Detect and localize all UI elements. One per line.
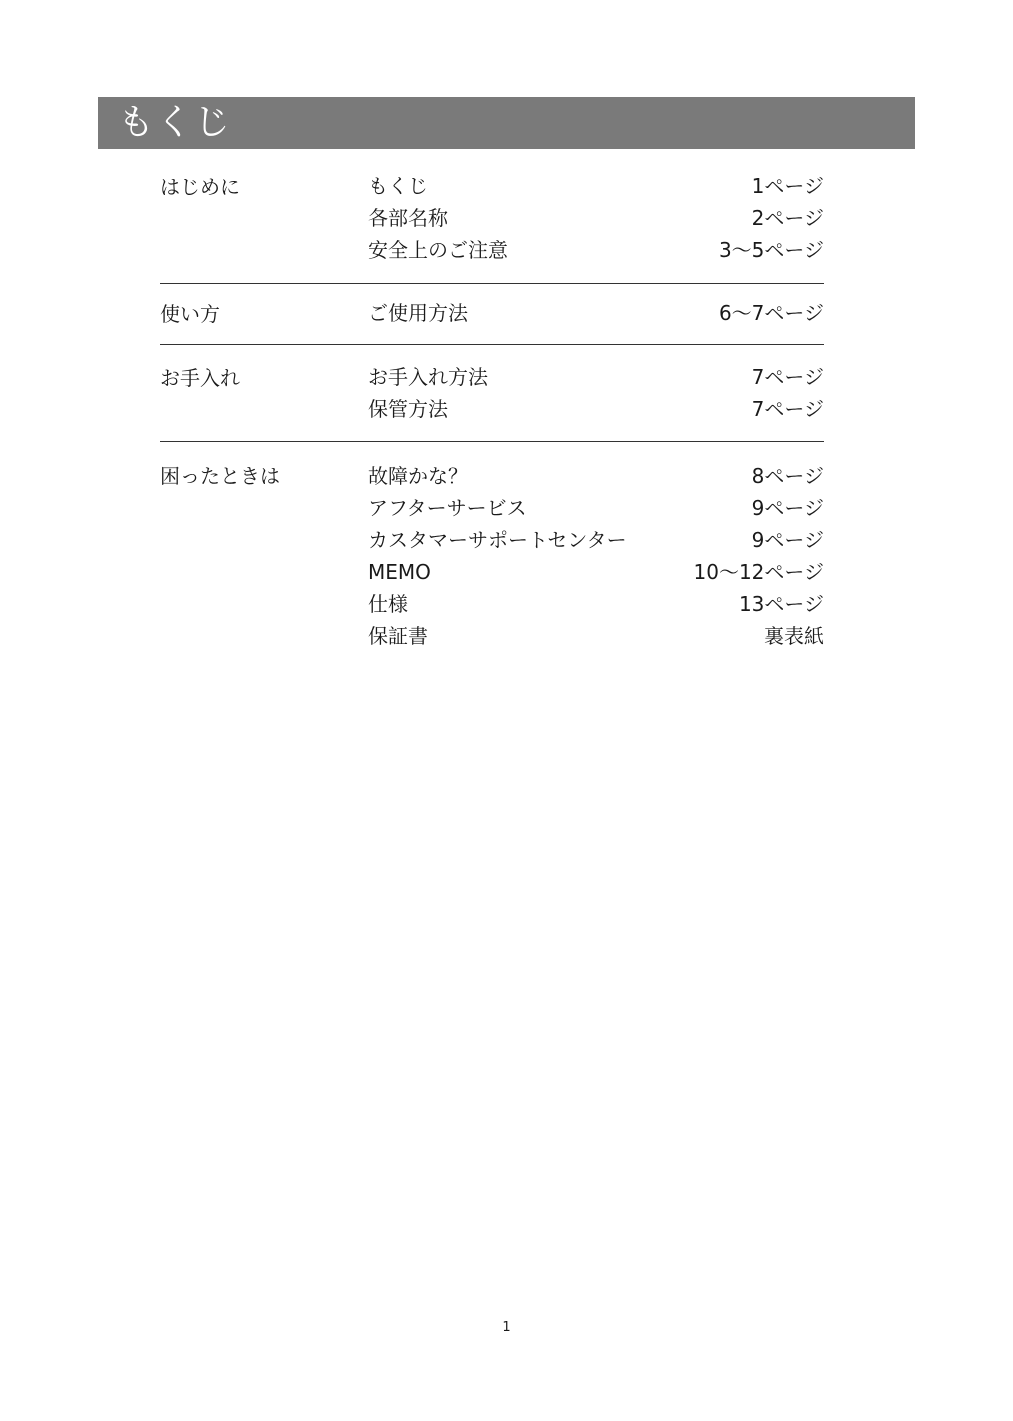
- entry-name: もくじ: [368, 174, 428, 198]
- toc-entry[interactable]: [368, 620, 824, 652]
- toc-entry[interactable]: [368, 297, 824, 329]
- entry-page: 2ページ: [751, 206, 824, 230]
- section-entries: [368, 170, 824, 266]
- section-entries: [368, 297, 824, 329]
- entry-page: 7ページ: [751, 365, 824, 389]
- entry-name: 各部名称: [368, 206, 448, 230]
- entry-page: 7ページ: [751, 397, 824, 421]
- entry-page: 13ページ: [738, 592, 824, 616]
- entry-page: 3〜5ページ: [718, 238, 824, 262]
- toc-entry[interactable]: [368, 202, 824, 234]
- toc-section-troubleshooting: [160, 442, 824, 652]
- entry-page: 1ページ: [751, 174, 824, 198]
- toc-section-care: [160, 345, 824, 442]
- section-label: 使い方: [160, 302, 220, 326]
- section-entries: [368, 460, 824, 652]
- section-label: はじめに: [160, 175, 240, 199]
- entry-name: アフターサービス: [368, 496, 527, 520]
- entry-page: 裏表紙: [764, 624, 824, 648]
- toc-section-usage: [160, 284, 824, 345]
- section-entries: [368, 361, 824, 425]
- entry-name: 安全上のご注意: [368, 238, 508, 262]
- toc-entry[interactable]: [368, 588, 824, 620]
- entry-name: 保証書: [368, 624, 428, 648]
- entry-name: MEMO: [368, 560, 431, 584]
- toc-entry[interactable]: [368, 393, 824, 425]
- table-of-contents: [160, 170, 824, 652]
- entry-page: 10〜12ページ: [693, 560, 824, 584]
- entry-page: 9ページ: [751, 528, 824, 552]
- entry-name: 仕様: [368, 592, 408, 616]
- toc-section-intro: [160, 170, 824, 284]
- page-number: 1: [502, 1320, 511, 1335]
- toc-entry[interactable]: [368, 460, 824, 492]
- toc-entry[interactable]: [368, 234, 824, 266]
- entry-name: カスタマーサポートセンター: [368, 528, 627, 552]
- section-label: 困ったときは: [160, 464, 280, 488]
- entry-name: お手入れ方法: [368, 365, 488, 389]
- page-title: もくじ: [118, 102, 233, 143]
- toc-entry[interactable]: [368, 170, 824, 202]
- entry-page: 6〜7ページ: [718, 301, 824, 325]
- entry-name: 保管方法: [368, 397, 448, 421]
- toc-entry[interactable]: [368, 361, 824, 393]
- toc-entry[interactable]: [368, 492, 824, 524]
- entry-page: 8ページ: [751, 464, 824, 488]
- toc-entry[interactable]: [368, 556, 824, 588]
- title-bar: [98, 97, 915, 149]
- entry-name: ご使用方法: [368, 301, 468, 325]
- entry-name: 故障かな？: [368, 464, 468, 488]
- toc-entry[interactable]: [368, 524, 824, 556]
- entry-page: 9ページ: [751, 496, 824, 520]
- section-label: お手入れ: [160, 366, 240, 390]
